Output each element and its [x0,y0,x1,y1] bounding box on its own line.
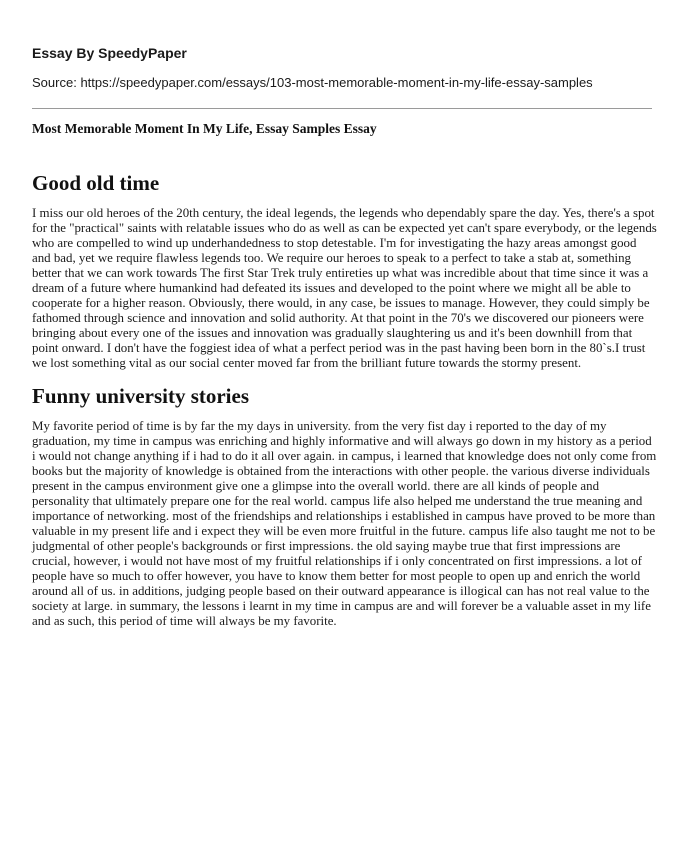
section-body: My favorite period of time is by far the my days in university. from the very fist day i reported to the day of my graduation, my time in campus was enriching and highly informative and will always go down in my history as a period i would not change anything if i had to do it all over again. in campus, i learned that knowledge does not only come from books but the majority of knowledge is obtained from the interactions with other people. the various diverse individuals present in the campus environment give one a glimpse into the overall world. there are all kinds of people and personality that ultimately prepare one for the real world. campus life also helped me understand the true meaning and importance of networking. most of the friendships and relationships i established in campus have proved to be more than valuable in my present life and i expect they will be even more fruitful in the future. campus life also taught me not to be judgmental of other people's backgrounds or first impressions. the old saying maybe true that first impressions are crucial, however, i would not have most of my fruitful relationships if i only concentrated on first impressions. a lot of people have so much to offer however, you have to know them better for most people to open up and enrich the world around all of us. in additions, judging people based on their outward appearance is illogical can has not real value to the society at large. in summary, the lessons i learnt in my time in campus are and will forever be a valuable asset in my life and as such, this period of time will always be my favorite. [32,419,657,628]
section-body: I miss our old heroes of the 20th century, the ideal legends, the legends who dependably spare the day. Yes, there's a spot for the "practical" saints with relatable issues who do as well as can be expected yet can't spare everybody, or the legends who are compelled to wind up underhandedness to stop detestable. I'm for investigating the hazy areas amongst good and bad, yet we require flawless legends too. We require our heroes to speak to a perfect to take a stab at, something better that we can work towards The first Star Trek truly entireties up what was incredible about that time since it was a dream of a future where humankind had defeated its issues and developed to the point where we might all be able to cooperate for a higher reason. Obviously, there would, in any case, be issues to manage. However, they could simply be fathomed through science and innovation and solid authority. At that point in the 70's we discovered our pioneers were bringing about every one of the issues and innovation was gradually slaughtering us and it's been downhill from that point onward. I don't have the foggiest idea of what a perfect period was in the past having been born in the 80`s.I trust we lost something vital as our social center moved far from the brilliant future towards the stormy present. [32,206,657,370]
source-link[interactable]: https://speedypaper.com/essays/103-most-memorable-moment-in-my-life-essay-samples [80,75,593,90]
essay-section [32,170,658,371]
section-heading: Funny university stories [32,384,250,408]
header-divider [32,108,652,109]
source-line [32,74,668,92]
source-label: Source: [32,75,77,90]
brand-name: Essay By SpeedyPaper [32,45,187,61]
section-heading: Good old time [32,171,160,195]
essay-section [32,383,658,629]
essay-content [32,170,658,629]
page-header [32,44,668,92]
document-title: Most Memorable Moment In My Life, Essay Samples Essay [32,121,377,136]
